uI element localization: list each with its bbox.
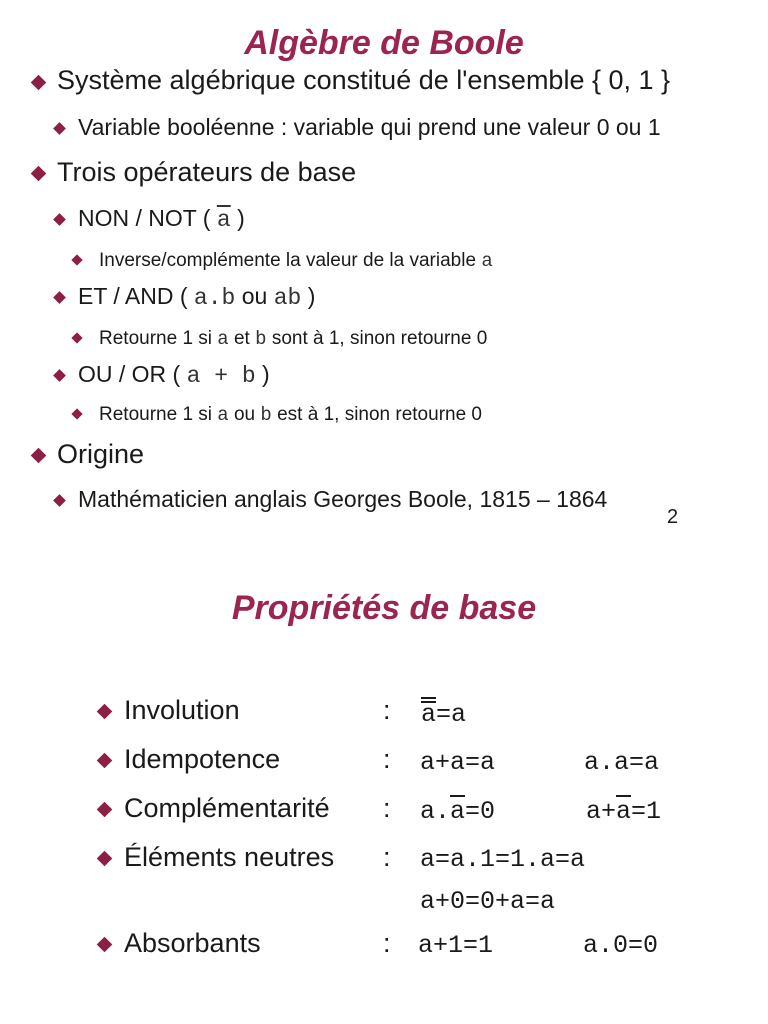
prop-colon: : (383, 744, 391, 774)
or-label-close: ) (262, 361, 270, 387)
and-desc-post: sont à 1, sinon retourne 0 (271, 328, 488, 349)
and-desc-pre: Retourne 1 si (99, 328, 213, 349)
prop-idempotence-label: Idempotence (124, 744, 281, 774)
prop-idempotence-expr2: a.a=a (584, 748, 660, 777)
page-number: 2 (667, 506, 679, 528)
prop-complementarite-expr1 (420, 797, 495, 826)
bullet-boole: Mathématicien anglais Georges Boole, 1815 – 1864 (78, 486, 608, 512)
and-ou: ou (241, 283, 268, 309)
prop-absorbants-expr2: a.0=0 (583, 931, 659, 960)
or-desc-b: b (260, 404, 272, 426)
bullet-origine: Origine (57, 439, 145, 469)
or-desc-mid: ou (233, 404, 256, 425)
not-description (99, 250, 493, 272)
prop-complementarite-label: Complémentarité (124, 793, 330, 823)
and-label: ET / AND ( (78, 283, 188, 309)
or-desc-pre: Retourne 1 si (99, 404, 213, 425)
and-desc-b: b (255, 328, 267, 350)
comp2-bar: $\overline{a}$ (616, 797, 632, 826)
prop-colon: : (383, 793, 391, 823)
and-expr2: ab (273, 285, 302, 311)
comp1-post: =0 (465, 797, 496, 826)
comp2-post: =1 (631, 797, 662, 826)
not-label: NON / NOT ( (78, 205, 211, 231)
involution-rest: =a (436, 700, 467, 729)
comp2-pre: a+ (586, 797, 617, 826)
and-desc-mid: et (233, 328, 250, 349)
prop-neutres-expr2: a+0=0+a=a (420, 887, 556, 916)
comp1-bar: $\overline{a}$ (450, 797, 466, 826)
and-desc-a: a (217, 328, 229, 350)
prop-idempotence-expr1: a+a=a (420, 748, 496, 777)
bullet-operateurs: Trois opérateurs de base (57, 157, 357, 187)
not-desc-variable: a (481, 250, 493, 272)
involution-double-bar-a: a (421, 700, 437, 729)
prop-neutres-expr1: a=a.1=1.a=a (420, 845, 586, 874)
and-description (99, 328, 487, 350)
slide1-title: Algèbre de Boole (244, 24, 524, 62)
or-desc-a: a (217, 404, 229, 426)
or-desc-post: est à 1, sinon retourne 0 (277, 404, 483, 425)
comp1-pre: a. (420, 797, 451, 826)
or-expr: a + b (186, 363, 256, 389)
not-label-close: ) (237, 205, 245, 231)
prop-colon: : (383, 695, 391, 725)
bullet-or (78, 361, 270, 389)
prop-colon: : (383, 928, 391, 958)
prop-complementarite-expr2 (586, 797, 661, 826)
bullet-and (78, 283, 315, 311)
bullet-variable-booleenne: Variable booléenne : variable qui prend une valeur 0 ou 1 (78, 114, 661, 140)
not-desc-text: Inverse/complémente la valeur de la variable (99, 250, 477, 271)
prop-involution-expr (421, 697, 466, 731)
prop-colon: : (383, 842, 391, 872)
prop-absorbants-expr1: a+1=1 (418, 931, 494, 960)
prop-absorbants-label: Absorbants (124, 928, 261, 958)
bullet-ensemble: Système algébrique constitué de l'ensemble { 0, 1 } (57, 65, 671, 95)
or-label: OU / OR ( (78, 361, 181, 387)
and-label-close: ) (307, 283, 316, 309)
bullet-not (78, 205, 245, 233)
not-overbar-variable: $\overline{a}$ (216, 207, 231, 233)
prop-neutres-label: Éléments neutres (124, 842, 335, 872)
prop-involution-label: Involution (124, 695, 240, 725)
or-description (99, 404, 482, 426)
slide2-title: Propriétés de base (231, 589, 537, 627)
and-expr1: a.b (193, 285, 236, 311)
